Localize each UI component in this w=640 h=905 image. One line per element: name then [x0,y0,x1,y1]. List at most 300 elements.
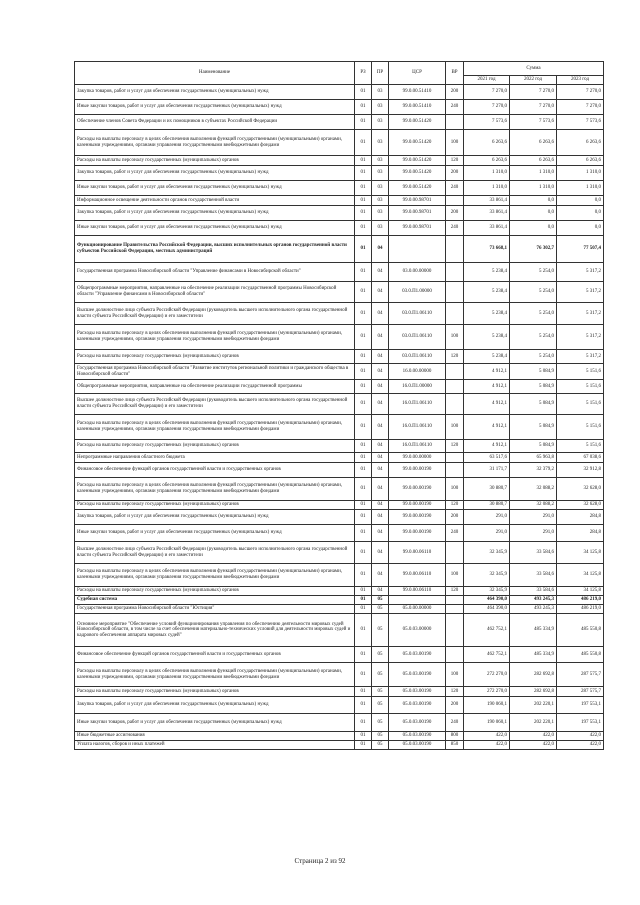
cell-2022: 291,0 [510,525,557,542]
table-row [75,697,604,714]
cell-name: Иные закупки товаров, работ и услуг для обеспечения государственных (муниципальных) нужд [75,221,355,236]
cell-2023: 77 507,4 [557,236,604,263]
cell-2022: 5 084,9 [510,380,557,394]
cell-vr: 240 [446,525,464,542]
cell-2021: 272 270,0 [464,687,510,697]
cell-rz: 01 [355,196,372,206]
table-row [75,85,604,100]
cell-vr: 120 [446,440,464,453]
cell-name: Государственная программа Новосибирской области "Управление финансами в Новосибирской области" [75,263,355,282]
cell-pr: 05 [372,732,389,741]
header-sum: Сумма [464,62,604,76]
cell-rz: 01 [355,542,372,564]
table-row [75,364,604,380]
cell-name: Расходы на выплаты персоналу государственных (муниципальных) органов [75,156,355,166]
cell-rz: 01 [355,697,372,714]
cell-2021: 464 390,0 [464,596,510,605]
cell-2022: 493 245,3 [510,605,557,614]
cell-pr: 04 [372,453,389,463]
cell-name: Расходы на выплаты персоналу в целях обеспечения выполнения функций государственными (муниципальными) органами, казенными учреждениями, органами управления государственными внебюджетными фондами [75,663,355,687]
cell-2021: 464 390,0 [464,605,510,614]
cell-rz: 01 [355,236,372,263]
header-name: Наименование [75,62,355,85]
cell-csr: 99.0.00.51410 [389,100,446,115]
table-row [75,732,604,741]
cell-2022: 291,0 [510,510,557,525]
cell-vr: 100 [446,130,464,156]
cell-rz: 01 [355,453,372,463]
cell-pr: 03 [372,100,389,115]
cell-2021: 1 310,0 [464,166,510,181]
cell-csr: 03.0.П1.06110 [389,303,446,325]
cell-2022: 5 254,0 [510,303,557,325]
cell-2022: 5 254,0 [510,263,557,282]
cell-rz: 01 [355,440,372,453]
cell-vr: 100 [446,415,464,440]
cell-csr: 16.0.П1.00000 [389,380,446,394]
cell-name: Уплата налогов, сборов и иных платежей [75,741,355,750]
table-row [75,714,604,732]
table-row [75,221,604,236]
cell-2023: 1 310,0 [557,181,604,196]
cell-2021: 4 912,1 [464,440,510,453]
cell-csr: 16.0.П1.06110 [389,440,446,453]
cell-2021: 32 345,9 [464,564,510,587]
cell-rz: 01 [355,206,372,221]
cell-2023: 287 575,7 [557,663,604,687]
cell-name: Расходы на выплаты персоналу в целях обеспечения выполнения функций государственными (муниципальными) органами, казенными учреждениями, органами управления государственными внебюджетными фондами [75,564,355,587]
header-csr: ЦСР [389,62,446,85]
cell-name: Государственная программа Новосибирской области "Юстиция" [75,605,355,614]
cell-pr: 05 [372,663,389,687]
cell-rz: 01 [355,687,372,697]
cell-2021: 33 861,4 [464,221,510,236]
cell-2022: 1 310,0 [510,166,557,181]
cell-rz: 01 [355,282,372,303]
cell-2022: 33 584,6 [510,587,557,596]
cell-2023: 34 125,8 [557,587,604,596]
cell-2023: 5 317,2 [557,303,604,325]
table-row [75,478,604,501]
cell-vr: 200 [446,510,464,525]
cell-2023: 6 263,6 [557,156,604,166]
cell-csr: 05.0.03.00190 [389,714,446,732]
cell-pr: 05 [372,687,389,697]
table-row [75,303,604,325]
cell-pr: 04 [372,510,389,525]
cell-pr: 03 [372,115,389,130]
cell-pr: 03 [372,166,389,181]
cell-2022: 32 379,2 [510,463,557,478]
cell-pr: 04 [372,325,389,350]
cell-pr: 03 [372,206,389,221]
table-row [75,115,604,130]
cell-2021: 190 060,1 [464,714,510,732]
cell-2021: 422,0 [464,741,510,750]
cell-name: Расходы на выплаты персоналу в целях обеспечения выполнения функций государственными (муниципальными) органами, казенными учреждениями, органами управления государственными внебюджетными фондами [75,478,355,501]
cell-pr: 05 [372,596,389,605]
cell-pr: 04 [372,394,389,415]
cell-2021: 5 238,4 [464,325,510,350]
cell-vr: 200 [446,206,464,221]
cell-rz: 01 [355,564,372,587]
cell-2023: 5 151,6 [557,394,604,415]
cell-2022: 5 084,9 [510,415,557,440]
cell-2023: 486 219,0 [557,605,604,614]
cell-2023: 0,0 [557,206,604,221]
cell-vr: 100 [446,325,464,350]
cell-2023: 284,8 [557,510,604,525]
cell-2021: 63 517,6 [464,453,510,463]
cell-2023: 485 550,8 [557,614,604,647]
cell-2021: 272 270,0 [464,663,510,687]
cell-name: Иные закупки товаров, работ и услуг для обеспечения государственных (муниципальных) нужд [75,100,355,115]
cell-2021: 7 270,0 [464,100,510,115]
cell-2023: 284,8 [557,525,604,542]
table-row [75,687,604,697]
cell-rz: 01 [355,156,372,166]
cell-2021: 7 573,6 [464,115,510,130]
table-row [75,542,604,564]
cell-vr: 200 [446,166,464,181]
cell-rz: 01 [355,741,372,750]
cell-name: Государственная программа Новосибирской области "Развитие институтов региональной политики и гражданского общества в Новосибирской области" [75,364,355,380]
cell-2022: 485 334,9 [510,614,557,647]
table-row [75,263,604,282]
page-number: Страница 2 из 92 [294,857,346,865]
cell-rz: 01 [355,463,372,478]
cell-2023: 422,0 [557,741,604,750]
cell-2021: 73 668,1 [464,236,510,263]
cell-2022: 32 088,2 [510,478,557,501]
cell-csr: 99.0.00.06110 [389,542,446,564]
cell-csr: 99.0.00.51420 [389,115,446,130]
cell-pr: 04 [372,542,389,564]
cell-pr: 05 [372,614,389,647]
cell-2023: 6 263,6 [557,130,604,156]
table-row [75,741,604,750]
cell-name: Закупка товаров, работ и услуг для обеспечения государственных (муниципальных) нужд [75,510,355,525]
cell-2021: 5 238,4 [464,263,510,282]
cell-csr: 05.0.03.00190 [389,732,446,741]
cell-2022: 6 263,6 [510,130,557,156]
cell-vr [446,596,464,605]
cell-vr [446,380,464,394]
cell-rz: 01 [355,478,372,501]
cell-2022: 493 245,3 [510,596,557,605]
cell-csr: 99.0.00.98701 [389,221,446,236]
cell-name: Обеспечение членов Совета Федерации и их помощников в субъектах Российской Федерации [75,115,355,130]
cell-pr: 04 [372,478,389,501]
table-row [75,196,604,206]
table-row [75,605,604,614]
cell-2023: 7 270,0 [557,85,604,100]
cell-vr: 120 [446,687,464,697]
cell-vr [446,364,464,380]
cell-2021: 190 060,1 [464,697,510,714]
cell-name: Расходы на выплаты персоналу государственных (муниципальных) органов [75,587,355,596]
cell-rz: 01 [355,394,372,415]
cell-csr: 16.0.00.00000 [389,364,446,380]
header-vr: ВР [446,62,464,85]
cell-2023: 32 628,0 [557,501,604,510]
table-row [75,166,604,181]
cell-2023: 5 317,2 [557,350,604,364]
cell-name: Иные закупки товаров, работ и услуг для обеспечения государственных (муниципальных) нужд [75,181,355,196]
cell-2021: 291,0 [464,510,510,525]
cell-csr: 99.0.00.51410 [389,85,446,100]
cell-vr [446,236,464,263]
cell-2023: 5 317,2 [557,263,604,282]
table-row [75,501,604,510]
cell-rz: 01 [355,350,372,364]
cell-csr: 03.0.П1.00000 [389,282,446,303]
cell-csr: 99.0.00.00190 [389,501,446,510]
cell-2022: 1 310,0 [510,181,557,196]
cell-rz: 01 [355,732,372,741]
table-row [75,415,604,440]
header-rz: РЗ [355,62,372,85]
cell-rz: 01 [355,364,372,380]
cell-name: Финансовое обеспечение функций органов государственной власти и государственных органов [75,463,355,478]
cell-vr [446,605,464,614]
cell-vr: 240 [446,221,464,236]
cell-2022: 6 263,6 [510,156,557,166]
cell-vr: 200 [446,697,464,714]
cell-2023: 34 125,8 [557,564,604,587]
table-row [75,587,604,596]
table-body [75,85,604,750]
cell-name: Закупка товаров, работ и услуг для обеспечения государственных (муниципальных) нужд [75,166,355,181]
cell-pr: 04 [372,236,389,263]
budget-table [74,61,604,750]
cell-rz: 01 [355,221,372,236]
cell-rz: 01 [355,181,372,196]
cell-pr: 05 [372,741,389,750]
cell-2022: 65 963,8 [510,453,557,463]
cell-csr: 03.0.00.00000 [389,263,446,282]
cell-name: Непрограммные направления областного бюджета [75,453,355,463]
cell-2023: 5 151,6 [557,364,604,380]
cell-pr: 04 [372,463,389,478]
cell-rz: 01 [355,647,372,663]
cell-vr [446,614,464,647]
table-row [75,350,604,364]
cell-2022: 33 584,6 [510,542,557,564]
cell-2022: 5 254,0 [510,282,557,303]
cell-2021: 4 912,1 [464,394,510,415]
cell-2023: 67 038,6 [557,453,604,463]
cell-pr: 04 [372,587,389,596]
cell-csr [389,236,446,263]
cell-2022: 202 220,1 [510,697,557,714]
cell-name: Общепрограммные мероприятия, направленные на обеспечение реализации государственной программы Новосибирской области "Управление финансами в Новосибирской области" [75,282,355,303]
cell-2022: 76 302,7 [510,236,557,263]
cell-vr [446,303,464,325]
cell-2021: 4 912,1 [464,415,510,440]
cell-2022: 7 270,0 [510,100,557,115]
cell-pr: 03 [372,221,389,236]
cell-vr: 100 [446,564,464,587]
table-row [75,614,604,647]
cell-pr: 04 [372,303,389,325]
table-row [75,325,604,350]
cell-pr: 03 [372,196,389,206]
cell-pr: 05 [372,605,389,614]
table-row [75,510,604,525]
table-row [75,663,604,687]
cell-name: Иные бюджетные ассигнования [75,732,355,741]
cell-vr: 240 [446,100,464,115]
cell-csr: 05.0.00.00000 [389,605,446,614]
cell-2023: 422,0 [557,732,604,741]
cell-vr [446,453,464,463]
cell-2021: 7 270,0 [464,85,510,100]
cell-2022: 7 573,6 [510,115,557,130]
cell-vr [446,115,464,130]
cell-rz: 01 [355,614,372,647]
cell-2021: 4 912,1 [464,364,510,380]
cell-2022: 7 270,0 [510,85,557,100]
table-row [75,647,604,663]
table-row [75,525,604,542]
cell-vr: 100 [446,478,464,501]
cell-pr: 04 [372,440,389,453]
cell-name: Информационное освещение деятельности органов государственной власти [75,196,355,206]
cell-csr: 05.0.03.00190 [389,697,446,714]
cell-vr: 120 [446,156,464,166]
cell-2022: 282 692,8 [510,663,557,687]
cell-rz: 01 [355,525,372,542]
cell-csr: 16.0.П1.06110 [389,415,446,440]
cell-pr: 05 [372,697,389,714]
cell-2021: 6 263,6 [464,156,510,166]
cell-2022: 33 584,6 [510,564,557,587]
cell-2023: 0,0 [557,196,604,206]
cell-csr: 99.0.00.06110 [389,587,446,596]
cell-rz: 01 [355,596,372,605]
cell-2021: 5 238,4 [464,303,510,325]
cell-name: Общепрограммные мероприятия, направленные на обеспечение реализации государственной программы [75,380,355,394]
cell-vr [446,263,464,282]
cell-2023: 5 151,6 [557,380,604,394]
cell-vr [446,394,464,415]
cell-2022: 5 084,9 [510,440,557,453]
cell-pr: 03 [372,130,389,156]
cell-2022: 422,0 [510,732,557,741]
cell-2021: 1 310,0 [464,181,510,196]
cell-csr: 99.0.00.98701 [389,206,446,221]
table-row [75,130,604,156]
cell-csr: 99.0.00.00190 [389,463,446,478]
cell-vr: 240 [446,181,464,196]
table-row [75,440,604,453]
table-row [75,380,604,394]
cell-csr: 99.0.00.00190 [389,478,446,501]
cell-rz: 01 [355,605,372,614]
cell-vr: 200 [446,85,464,100]
cell-csr [389,596,446,605]
cell-name: Расходы на выплаты персоналу в целях обеспечения выполнения функций государственными (муниципальными) органами, казенными учреждениями, органами управления государственными внебюджетными фондами [75,325,355,350]
header-year-2021: 2021 год [464,76,510,85]
cell-rz: 01 [355,510,372,525]
cell-name: Высшее должностное лицо субъекта Российской Федерации (руководитель высшего исполнительного органа государственной власти субъекта Российской Федерации) и его заместители [75,303,355,325]
cell-name: Расходы на выплаты персоналу в целях обеспечения выполнения функций государственными (муниципальными) органами, казенными учреждениями, органами управления государственными внебюджетными фондами [75,130,355,156]
table-row [75,596,604,605]
cell-2022: 0,0 [510,206,557,221]
cell-name: Расходы на выплаты персоналу государственных (муниципальных) органов [75,440,355,453]
cell-pr: 03 [372,181,389,196]
cell-name: Закупка товаров, работ и услуг для обеспечения государственных (муниципальных) нужд [75,85,355,100]
table-row [75,156,604,166]
cell-rz: 01 [355,415,372,440]
table-row [75,282,604,303]
cell-rz: 01 [355,714,372,732]
cell-2023: 1 310,0 [557,166,604,181]
cell-name: Закупка товаров, работ и услуг для обеспечения государственных (муниципальных) нужд [75,697,355,714]
cell-name: Финансовое обеспечение функций органов государственной власти и государственных органов [75,647,355,663]
cell-2022: 5 084,9 [510,364,557,380]
cell-pr: 04 [372,380,389,394]
cell-rz: 01 [355,166,372,181]
cell-vr [446,463,464,478]
cell-2023: 5 317,2 [557,282,604,303]
cell-pr: 04 [372,282,389,303]
cell-2022: 5 084,9 [510,394,557,415]
cell-2023: 485 550,8 [557,647,604,663]
cell-2023: 0,0 [557,221,604,236]
cell-pr: 03 [372,85,389,100]
cell-2021: 33 861,4 [464,206,510,221]
cell-2022: 202 220,1 [510,714,557,732]
cell-pr: 04 [372,263,389,282]
cell-csr: 05.0.03.00190 [389,647,446,663]
cell-rz: 01 [355,663,372,687]
header-year-2023: 2023 год [557,76,604,85]
cell-2021: 291,0 [464,525,510,542]
cell-2023: 486 219,0 [557,596,604,605]
cell-csr: 05.0.03.00190 [389,663,446,687]
cell-name: Основное мероприятие "Обеспечение условий функционирования управления по обеспечению деятельности мировых судей Новосибирской области, в том числе за счет обеспечения материально-технических условий для деятельности мировых судей и кадрового обеспечения аппарата мировых судей" [75,614,355,647]
cell-2023: 7 270,0 [557,100,604,115]
cell-2021: 32 345,9 [464,587,510,596]
cell-csr: 99.0.00.06110 [389,564,446,587]
cell-2023: 5 151,6 [557,440,604,453]
cell-rz: 01 [355,85,372,100]
cell-2023: 5 317,2 [557,325,604,350]
cell-pr: 05 [372,714,389,732]
table-row [75,236,604,263]
cell-rz: 01 [355,303,372,325]
cell-rz: 01 [355,501,372,510]
cell-2021: 422,0 [464,732,510,741]
header-pr: ПР [372,62,389,85]
cell-rz: 01 [355,263,372,282]
table-row [75,206,604,221]
cell-name: Иные закупки товаров, работ и услуг для обеспечения государственных (муниципальных) нужд [75,525,355,542]
cell-2021: 30 880,7 [464,478,510,501]
cell-vr: 850 [446,741,464,750]
cell-csr: 99.0.00.51420 [389,166,446,181]
cell-rz: 01 [355,380,372,394]
cell-csr: 05.0.03.00190 [389,687,446,697]
cell-csr: 16.0.П1.06110 [389,394,446,415]
cell-pr: 04 [372,501,389,510]
cell-csr: 05.0.03.00000 [389,614,446,647]
cell-2023: 5 151,6 [557,415,604,440]
cell-csr: 99.0.00.51420 [389,130,446,156]
cell-csr: 99.0.00.98701 [389,196,446,206]
